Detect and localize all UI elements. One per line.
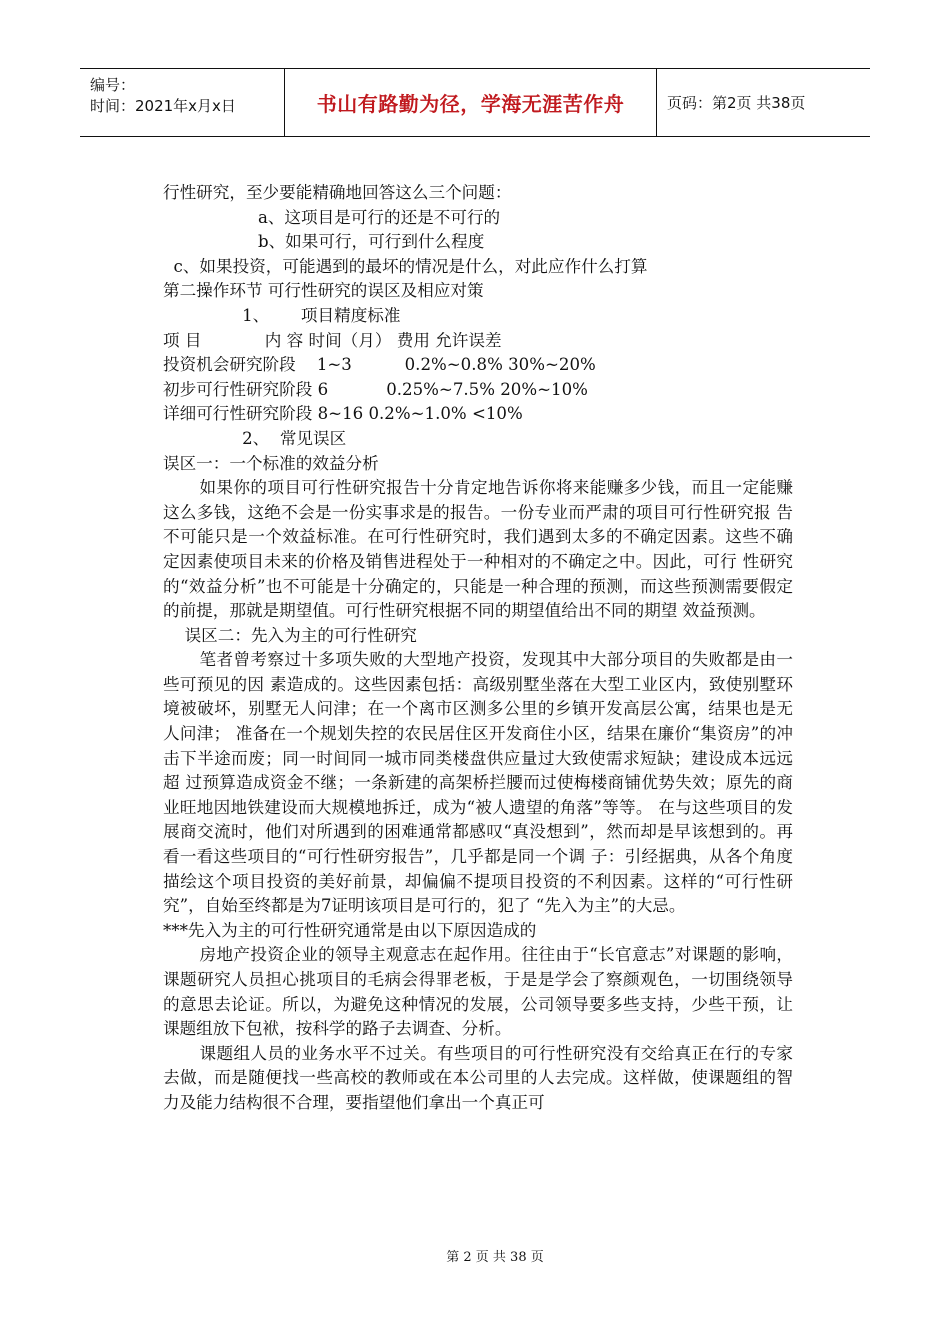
- header-motto: 书山有路勤为径，学海无涯苦作舟: [284, 69, 657, 136]
- paragraph-leadership: 房地产投资企业的领导主观意志在起作用。往往由于“长官意志”对课题的影响，课题研究人员担心挑项目的毛病会得罪老板，于是是学会了察颜观色，一切围绕领导 的意思去论证。所以，为避免这种情况的发展，公司领导要多些支持，少些干预，让课题组放下包袱，按科学的路子去调查、分析。: [163, 945, 793, 1039]
- paragraph-benefit-analysis: 如果你的项目可行性研究报告十分肯定地告诉你将来能赚多少钱，而且一定能赚这么多钱，这绝不会是一份实事求是的报告。一份专业而严肃的项目可行性研究报 告不可能只是一个效益标准。在可行性研究时，我们遇到太多的不确定因素。这些不确定因素使项目未来的价格及销售进程处于一种相对的不确定之中。因此，可行 性研究的“效益分析”也不可能是十分确定的，只能是一种合理的预测，而这些预测需要假定的前提，那就是期望值。可行性研究根据不同的期望值给出不同的期望 效益预测。: [163, 478, 793, 621]
- causes-heading: ***先入为主的可行性研究通常是由以下原因造成的: [163, 920, 537, 940]
- header-page-info: 页码：第2页 共38页: [667, 94, 806, 112]
- document-body: [163, 181, 793, 1116]
- paragraph-team-skill: 课题组人员的业务水平不过关。有些项目的可行性研究没有交给真正在行的专家去做，而是随便找一些高校的教师或在本公司里的人去完成。这样做，使课题组的智力及能力结构很不合理，要指望他们拿出一个真正可: [163, 1043, 793, 1112]
- question-a: a、这项目是可行的还是不可行的: [163, 207, 501, 227]
- page-header: [80, 68, 870, 137]
- section-heading: 第二操作环节 可行性研究的误区及相应对策: [163, 281, 484, 301]
- paragraph-preconception: 笔者曾考察过十多项失败的大型地产投资，发现其中大部分项目的失败都是由一些可预见的因 素造成的。这些因素包括：高级别墅坐落在大型工业区内，致使别墅环境被破坏，别墅无人问津；在一个离市区测多公里的乡镇开发高层公寓，结果也是无人问津； 准备在一个规划失控的农民居住区开发商住小区，结果在廉价“集资房”的冲击下半途而废；同一时间同一城市同类楼盘供应量过大致使需求短缺；建设成本远远超 过预算造成资金不继；一条新建的高架桥拦腰而过使梅楼商铺优势失效；原先的商业旺地因地铁建设而大规模地拆迁，成为“被人遗望的角落”等等。 在与这些项目的发展商交流时，他们对所遇到的困难通常都感叹“真没想到”，然而却是早该想到的。再看一看这些项目的“可行性研穷报告”，几乎都是同一个调 子：引经据典，从各个角度描绘这个项目投资的美好前景，却偏偏不提项目投资的不利因素。这样的“可行性研究”，自始至终都是为7证明该项目是可行的，犯了 “先入为主”的大忌。: [163, 650, 793, 916]
- date-label: 时间：2021年x月x日: [90, 97, 236, 115]
- header-meta: [80, 69, 284, 136]
- question-c: c、如果投资，可能遇到的最坏的情况是什么，对此应作什么打算: [163, 256, 648, 276]
- table-row: 详细可行性研究阶段 8~16 0.2%~1.0% <10%: [163, 404, 523, 424]
- question-b: b、如果可行，可行到什么程度: [163, 232, 485, 252]
- mistake-two-heading: 误区二：先入为主的可行性研究: [184, 625, 417, 645]
- page-footer: 第 2 页 共 38 页: [446, 1250, 544, 1265]
- table-row: 初步可行性研究阶段 6 0.25%~7.5% 20%~10%: [163, 379, 588, 399]
- subheading-precision: 1、 项目精度标准: [163, 305, 401, 325]
- mistake-one-heading: 误区一：一个标准的效益分析: [163, 453, 379, 473]
- body-line: 行性研究，至少要能精确地回答这么三个问题：: [163, 183, 512, 202]
- doc-number-label: 编号：: [90, 76, 136, 94]
- subheading-mistakes: 2、 常见误区: [163, 428, 347, 448]
- table-row: 投资机会研究阶段 1~3 0.2%~0.8% 30%~20%: [163, 355, 596, 375]
- table-header-row: 项 目 内 容 时间（月） 费用 允许误差: [163, 330, 502, 350]
